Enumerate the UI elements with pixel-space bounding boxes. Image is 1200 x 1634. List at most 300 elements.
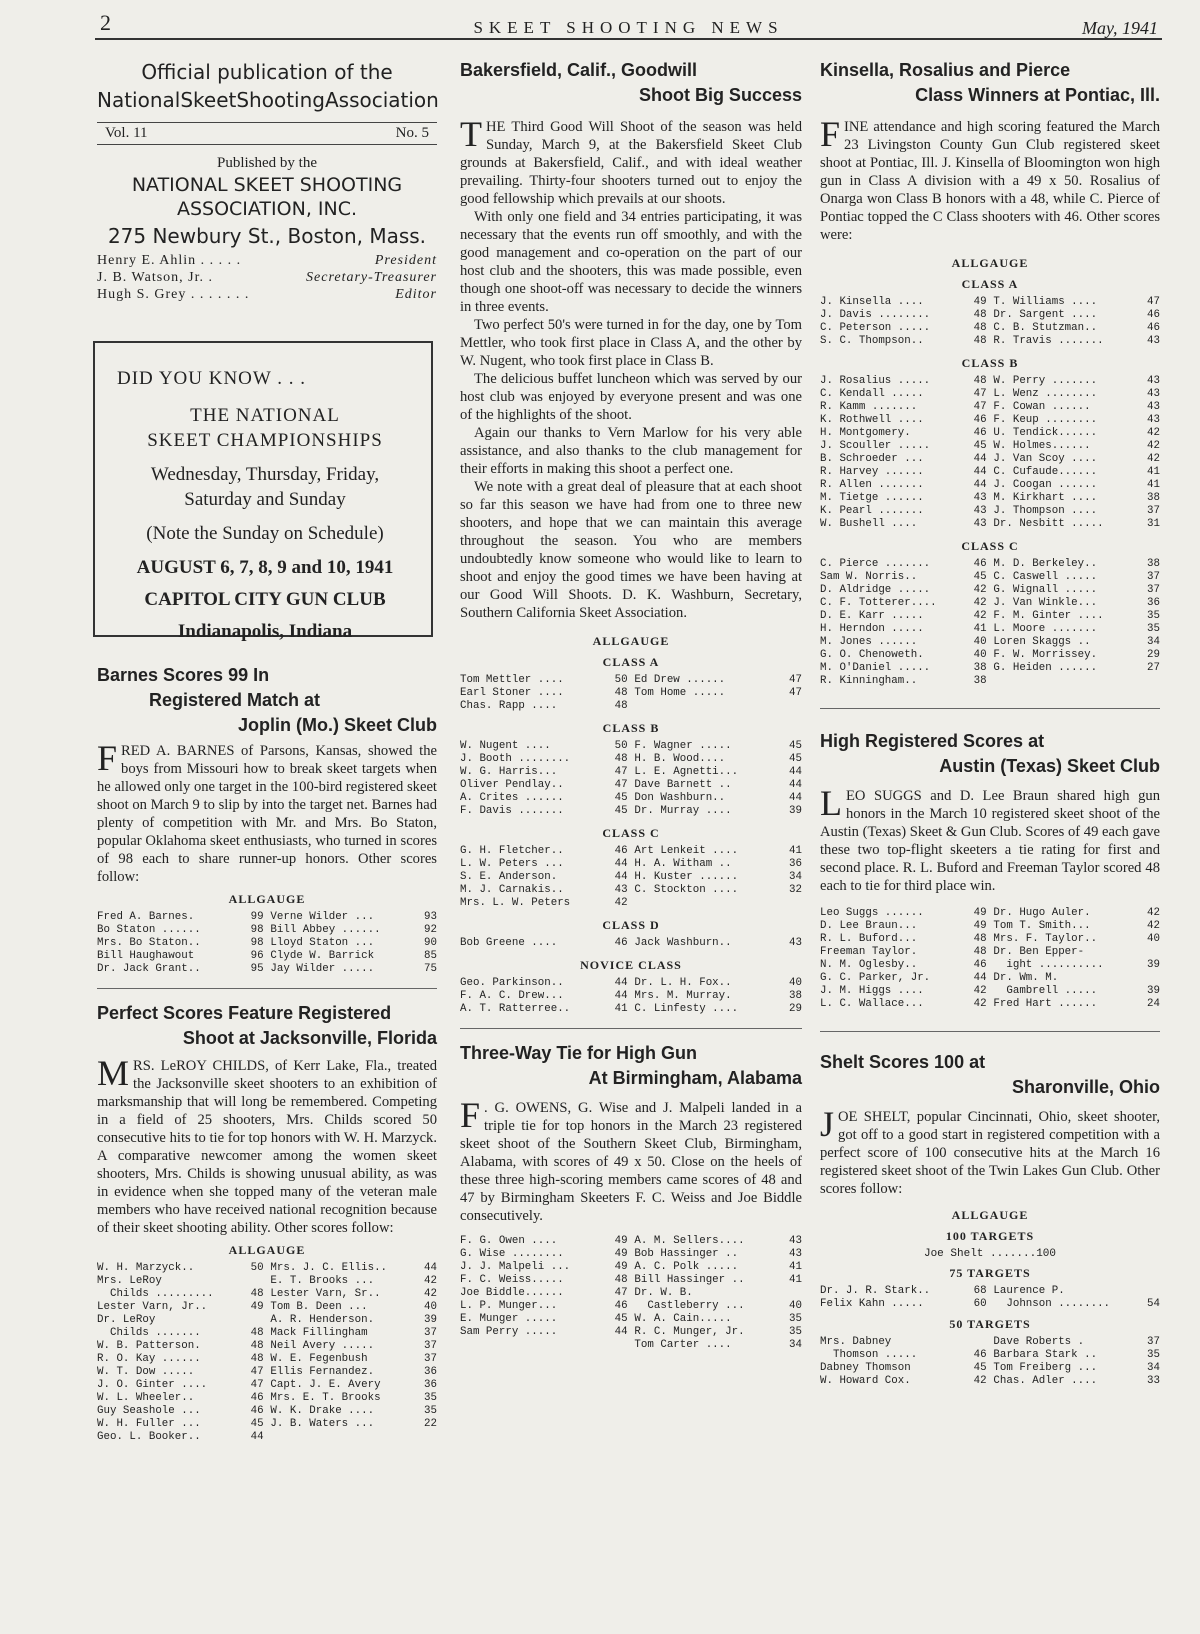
- score-row: [820, 440, 987, 453]
- article-body: FRED A. BARNES of Parsons, Kansas, showed the boys from Missouri how to break skeet targets when he allowed only one target in the 100-bird registered skeet shoot on March 9 to slip by into the target net. Barnes had plenty of competition with Mr. and Mrs. Bo Staton, popular Oklahoma skeet enthusiasts, who turned in scores of 98 each to share runner-up honors. Other scores follow:: [97, 738, 437, 885]
- divider: [97, 988, 437, 989]
- score-table: [820, 1336, 1160, 1388]
- score-row: [270, 1379, 437, 1392]
- shooter-name: J. Coogan ......: [993, 479, 1098, 491]
- score-row: [634, 805, 802, 818]
- shooter-score: 46: [614, 1300, 628, 1312]
- shooter-score: 45: [250, 1418, 264, 1430]
- shooter-score: 48: [614, 753, 628, 765]
- shooter-score: 34: [789, 871, 802, 883]
- score-row: [820, 414, 987, 427]
- score-row: [820, 597, 987, 610]
- score-column: [634, 937, 802, 950]
- shooter-name: Thomson .....: [820, 1349, 918, 1361]
- shooter-name: Sam W. Norris..: [820, 571, 918, 583]
- shooter-name: J. Davis ........: [820, 309, 931, 321]
- score-column: [270, 1262, 437, 1444]
- score-row: [993, 309, 1160, 322]
- score-row: [820, 1285, 987, 1298]
- shooter-score: 37: [1147, 1336, 1160, 1348]
- shooter-name: Dr. W. B.: [634, 1287, 693, 1299]
- score-row: [97, 1353, 264, 1366]
- score-column: [820, 558, 987, 688]
- score-row: [460, 1313, 628, 1326]
- score-row: [97, 1405, 264, 1418]
- org-name-1: NATIONAL SKEET SHOOTING: [131, 174, 403, 196]
- shooter-name: Don Washburn..: [634, 792, 726, 804]
- headline: Three-Way Tie for High Gun At Birmingham, Alabama: [460, 1043, 802, 1088]
- shooter-score: 40: [973, 649, 987, 661]
- shooter-name: Tom Freiberg ...: [993, 1362, 1098, 1374]
- shooter-name: W. B. Patterson.: [97, 1340, 201, 1352]
- shooter-name: F. Cowan ......: [993, 401, 1091, 413]
- box-line-2: THE NATIONAL: [190, 405, 340, 426]
- shooter-score: 37: [1147, 505, 1160, 517]
- score-row: [993, 998, 1160, 1011]
- shooter-score: 44: [614, 871, 628, 883]
- article-shelt: [820, 1050, 1160, 1388]
- shooter-score: 38: [973, 675, 987, 687]
- shooter-name: Dr. Nesbitt .....: [993, 518, 1104, 530]
- shooter-score: 46: [250, 1392, 264, 1404]
- score-row: [820, 401, 987, 414]
- score-row: [993, 623, 1160, 636]
- shooter-name: Tom Mettler ....: [460, 674, 564, 686]
- shooter-score: 46: [973, 959, 987, 971]
- issue-number: No. 5: [395, 125, 429, 141]
- score-column: [634, 740, 802, 818]
- score-row: [820, 375, 987, 388]
- score-row: [993, 1285, 1160, 1298]
- shooter-name: Loren Skaggs ..: [993, 636, 1091, 648]
- score-table: [820, 558, 1160, 688]
- shooter-name: Mrs. M. Murray.: [634, 990, 732, 1002]
- shooter-name: Mrs. Bo Staton..: [97, 937, 201, 949]
- article-body: THE Third Good Will Shoot of the season was held Sunday, March 9, at the Bakersfield Skeet Club grounds at Bakersfield, Calif., and with ideal weather prevailing. Thirty-four shooters turned out to enjoy the good fellowship which prevails at our shoots.: [460, 114, 802, 207]
- shooter-score: 37: [1147, 584, 1160, 596]
- officer-row: [97, 269, 437, 286]
- score-row: [634, 858, 802, 871]
- shooter-name: K. Rothwell ....: [820, 414, 924, 426]
- score-row: [820, 492, 987, 505]
- score-row: [97, 1431, 264, 1444]
- shooter-name: U. Tendick......: [993, 427, 1098, 439]
- shooter-score: 42: [424, 1288, 437, 1300]
- shooter-name: N. M. Oglesby..: [820, 959, 918, 971]
- shooter-name: J. B. Waters ...: [270, 1418, 375, 1430]
- shooter-score: 47: [1147, 296, 1160, 308]
- score-row: [97, 963, 264, 976]
- shooter-score: 45: [973, 571, 987, 583]
- score-row: [634, 740, 802, 753]
- shooter-score: 43: [614, 884, 628, 896]
- drop-cap: M: [97, 1053, 130, 1093]
- score-table: [820, 907, 1160, 1011]
- score-row: [820, 636, 987, 649]
- score-row: [97, 1379, 264, 1392]
- shooter-score: 45: [614, 792, 628, 804]
- score-column: [460, 845, 628, 910]
- shooter-name: W. K. Drake ....: [270, 1405, 375, 1417]
- shooter-score: 49: [614, 1248, 628, 1260]
- score-row: [270, 1327, 437, 1340]
- score-row: [993, 920, 1160, 933]
- officer-role: President: [374, 253, 437, 268]
- score-row: [270, 937, 437, 950]
- shooter-score: 48: [973, 309, 987, 321]
- shooter-score: 35: [1147, 623, 1160, 635]
- score-row: [993, 479, 1160, 492]
- article-bakersfield: [460, 58, 802, 1016]
- score-row: [820, 1298, 987, 1311]
- shooter-name: H. A. Witham ..: [634, 858, 732, 870]
- officer-role: Secretary-Treasurer: [306, 270, 437, 285]
- score-row: [820, 388, 987, 401]
- shooter-name: Mrs. J. C. Ellis..: [270, 1262, 388, 1274]
- score-column: [820, 1285, 987, 1311]
- shooter-score: 34: [1147, 636, 1160, 648]
- shooter-score: 39: [1147, 959, 1160, 971]
- box-line-4: Wednesday, Thursday, Friday,: [150, 464, 380, 485]
- score-row: [460, 858, 628, 871]
- shooter-score: 33: [1147, 1375, 1160, 1387]
- score-row: [270, 1301, 437, 1314]
- shooter-score: 41: [789, 1274, 802, 1286]
- shooter-name: W. Holmes......: [993, 440, 1091, 452]
- shooter-score: 43: [1147, 414, 1160, 426]
- score-row: [97, 1301, 264, 1314]
- score-row: [460, 674, 628, 687]
- shooter-name: Tom B. Deen ...: [270, 1301, 368, 1313]
- masthead-line-1: Official publication of the: [141, 60, 393, 84]
- shooter-name: Childs .........: [97, 1288, 214, 1300]
- score-row: [993, 1298, 1160, 1311]
- score-row: [460, 990, 628, 1003]
- column-1: [97, 58, 437, 1444]
- shooter-name: M. Tietge ......: [820, 492, 924, 504]
- volume: Vol. 11: [105, 125, 148, 141]
- score-row: [460, 1235, 628, 1248]
- shooter-score: 42: [1147, 907, 1160, 919]
- score-row: [634, 871, 802, 884]
- class-title: NOVICE CLASS: [580, 958, 682, 972]
- score-row: [460, 766, 628, 779]
- score-row: [634, 674, 802, 687]
- shooter-name: Leo Suggs ......: [820, 907, 924, 919]
- article-body: FINE attendance and high scoring featured the March 23 Livingston County Gun Club registered skeet shoot at Pontiac, Ill. J. Kinsella of Bloomington won high gun in Class A division with a 49 x 50. Rosalius of Onarga won Class B honors with a 48, while C. Pierce of Pontiac topped the C Class shooters with 46. Other scores were:: [820, 114, 1160, 243]
- shooter-score: 49: [973, 920, 987, 932]
- shooter-name: J. Van Winkle...: [993, 597, 1098, 609]
- score-row: [634, 1300, 802, 1313]
- score-row: [820, 675, 987, 688]
- box-line-9: Indianapolis, Indiana: [177, 621, 353, 642]
- headline: Bakersfield, Calif., Goodwill Shoot Big Success: [460, 60, 802, 105]
- score-row: [460, 740, 628, 753]
- score-row: [460, 1261, 628, 1274]
- score-row: [97, 1327, 264, 1340]
- shooter-score: 47: [973, 401, 987, 413]
- shooter-score: 35: [789, 1326, 802, 1338]
- score-table: [97, 911, 437, 976]
- shooter-score: 45: [973, 1362, 987, 1374]
- score-row: [993, 662, 1160, 675]
- shooter-name: C. F. Totterer....: [820, 597, 937, 609]
- shooter-score: 50: [614, 740, 628, 752]
- shooter-score: 46: [973, 427, 987, 439]
- score-row: [97, 1288, 264, 1301]
- shooter-score: 43: [789, 937, 802, 949]
- score-row: [993, 972, 1160, 985]
- shooter-score: 43: [1147, 401, 1160, 413]
- score-row: [993, 649, 1160, 662]
- score-row: [820, 558, 987, 571]
- shooter-name: G. Wise ........: [460, 1248, 564, 1260]
- shooter-score: 44: [789, 792, 802, 804]
- score-row: [820, 335, 987, 348]
- shooter-score: 29: [789, 1003, 802, 1015]
- score-column: [460, 674, 628, 713]
- score-row: [97, 1340, 264, 1353]
- shooter-score: 45: [614, 1313, 628, 1325]
- shooter-name: Mrs. L. W. Peters: [460, 897, 571, 909]
- score-column: [270, 911, 437, 976]
- shooter-name: E. T. Brooks ...: [270, 1275, 375, 1287]
- score-row: [270, 1275, 437, 1288]
- shooter-name: W. T. Dow .....: [97, 1366, 195, 1378]
- score-row: [97, 937, 264, 950]
- score-row: [993, 558, 1160, 571]
- score-row: [634, 845, 802, 858]
- shooter-name: Mrs. E. T. Brooks: [270, 1392, 381, 1404]
- shooter-name: W. H. Fuller ...: [97, 1418, 201, 1430]
- shooter-score: 36: [789, 858, 802, 870]
- shooter-name: Mack Fillingham: [270, 1327, 368, 1339]
- headline: Shelt Scores 100 at Sharonville, Ohio: [820, 1052, 1160, 1097]
- score-row: [820, 998, 987, 1011]
- divider: [820, 1031, 1160, 1032]
- shooter-score: 37: [1147, 571, 1160, 583]
- score-row: Joe Shelt .......100: [923, 1248, 1057, 1260]
- shooter-name: J. Rosalius .....: [820, 375, 931, 387]
- shooter-name: L. E. Agnetti...: [634, 766, 739, 778]
- shooter-name: Neil Avery .....: [270, 1340, 375, 1352]
- score-column: [993, 907, 1160, 1011]
- score-row: [97, 1275, 264, 1288]
- shooter-score: 48: [973, 335, 987, 347]
- shooter-score: 43: [1147, 375, 1160, 387]
- article-body: JOE SHELT, popular Cincinnati, Ohio, skeet shooter, got off to a good start in registered competition with a perfect score of 100 consecutive hits at the March 16 registered skeet shoot of the Twin Lakes Gun Club. Other scores follow:: [820, 1104, 1160, 1197]
- score-row: [993, 414, 1160, 427]
- shooter-name: Fred Hart ......: [993, 998, 1098, 1010]
- shooter-name: W. Nugent ....: [460, 740, 551, 752]
- shooter-name: Guy Seashole ...: [97, 1405, 201, 1417]
- shooter-score: 39: [789, 805, 802, 817]
- shooter-name: Geo. Parkinson..: [460, 977, 564, 989]
- score-row: [97, 1366, 264, 1379]
- score-row: [820, 907, 987, 920]
- shooter-name: G. O. Chenoweth.: [820, 649, 924, 661]
- score-row: [270, 924, 437, 937]
- shooter-name: R. O. Kay ......: [97, 1353, 201, 1365]
- class-title: CLASS C: [602, 826, 660, 840]
- score-row: [460, 937, 628, 950]
- shooter-name: J. Scouller .....: [820, 440, 931, 452]
- shooter-name: Mrs. Dabney: [820, 1336, 892, 1348]
- shooter-name: C. B. Stutzman..: [993, 322, 1098, 334]
- shooter-name: H. Montgomery.: [820, 427, 911, 439]
- volume-row: [97, 122, 437, 145]
- score-row: [820, 920, 987, 933]
- shooter-name: M. O'Daniel .....: [820, 662, 931, 674]
- shooter-score: 48: [614, 1274, 628, 1286]
- score-row: [820, 1375, 987, 1388]
- score-row: [993, 388, 1160, 401]
- shooter-score: 22: [424, 1418, 437, 1430]
- score-row: [993, 296, 1160, 309]
- article-body: The delicious buffet luncheon which was served by our host club was enjoyed by everyone present and was one of the highlights of the shoot.: [460, 371, 802, 423]
- score-row: [460, 897, 628, 910]
- score-row: [634, 977, 802, 990]
- score-row: [820, 505, 987, 518]
- shooter-name: Bo Staton ......: [97, 924, 201, 936]
- score-row: [993, 453, 1160, 466]
- shooter-score: 37: [424, 1327, 437, 1339]
- drop-cap: F: [97, 738, 118, 778]
- score-row: [634, 766, 802, 779]
- score-row: [460, 845, 628, 858]
- class-title: CLASS B: [961, 356, 1019, 370]
- shooter-name: R. Travis .......: [993, 335, 1104, 347]
- shooter-name: D. Lee Braun...: [820, 920, 918, 932]
- score-row: [820, 479, 987, 492]
- shooter-score: 75: [424, 963, 437, 975]
- shooter-score: 46: [1147, 322, 1160, 334]
- shooter-score: 44: [789, 766, 802, 778]
- shooter-score: 47: [789, 674, 802, 686]
- shooter-name: F. M. Ginter ....: [993, 610, 1104, 622]
- shooter-score: 40: [789, 1300, 802, 1312]
- table-title: 50 TARGETS: [949, 1317, 1031, 1331]
- shooter-score: 40: [789, 977, 802, 989]
- score-row: [993, 1362, 1160, 1375]
- score-row: [820, 972, 987, 985]
- class-tables: [820, 277, 1160, 688]
- shooter-score: 36: [1147, 597, 1160, 609]
- shooter-name: F. Davis .......: [460, 805, 564, 817]
- shooter-name: Oliver Pendlay..: [460, 779, 564, 791]
- shooter-name: A. Crites ......: [460, 792, 564, 804]
- score-row: [634, 1339, 802, 1352]
- score-column: [460, 937, 628, 950]
- shooter-score: 41: [1147, 479, 1160, 491]
- score-row: [820, 662, 987, 675]
- shooter-score: 41: [614, 1003, 628, 1015]
- shooter-name: Dave Barnett ..: [634, 779, 732, 791]
- class-tables: [460, 655, 802, 1016]
- shooter-name: Johnson ........: [993, 1298, 1111, 1310]
- shooter-score: 48: [973, 322, 987, 334]
- shooter-name: Lester Varn, Jr..: [97, 1301, 208, 1313]
- score-row: [460, 753, 628, 766]
- shooter-name: Chas. Adler ....: [993, 1375, 1098, 1387]
- shooter-score: 41: [973, 623, 987, 635]
- score-row: [460, 1003, 628, 1016]
- header-rule: [95, 38, 1162, 40]
- shooter-name: H. B. Wood....: [634, 753, 726, 765]
- shooter-score: 42: [973, 1375, 987, 1387]
- class-title: CLASS C: [961, 539, 1019, 553]
- shooter-score: 96: [250, 950, 264, 962]
- score-table: [460, 674, 802, 713]
- shooter-name: J. M. Higgs ....: [820, 985, 924, 997]
- score-row: [993, 571, 1160, 584]
- masthead-line-2: NationalSkeetShootingAssociation: [97, 88, 439, 112]
- shooter-score: 46: [614, 937, 628, 949]
- score-row: [820, 649, 987, 662]
- shooter-score: 48: [614, 700, 628, 712]
- shooter-score: 43: [789, 1235, 802, 1247]
- officer-name: J. B. Watson, Jr. .: [97, 270, 214, 285]
- box-line-8: CAPITOL CITY GUN CLUB: [144, 589, 386, 610]
- shooter-name: Art Lenkeit ....: [634, 845, 739, 857]
- shooter-score: 44: [973, 972, 987, 984]
- score-column: [97, 911, 264, 976]
- shooter-score: 49: [614, 1261, 628, 1273]
- article-body: LEO SUGGS and D. Lee Braun shared high gun honors in the March 10 registered skeet shoot of the Austin (Texas) Skeet & Gun Club. Scores of 49 each gave these two top-flight skeeters a tie rating for first and second place. R. L. Buford and Freeman Taylor scored 48 each to tie for third place win.: [820, 783, 1160, 894]
- shooter-name: Sam Perry .....: [460, 1326, 558, 1338]
- shooter-name: Mrs. F. Taylor..: [993, 933, 1098, 945]
- shooter-name: G. H. Fletcher..: [460, 845, 564, 857]
- score-row: [993, 1336, 1160, 1349]
- score-row: [270, 1392, 437, 1405]
- shooter-name: A. M. Sellers....: [634, 1235, 745, 1247]
- shooter-score: 45: [614, 805, 628, 817]
- shooter-score: 43: [1147, 335, 1160, 347]
- shooter-name: F. W. Morrissey.: [993, 649, 1098, 661]
- shooter-name: J. Kinsella ....: [820, 296, 924, 308]
- shooter-name: F. A. C. Drew...: [460, 990, 564, 1002]
- drop-cap: F: [820, 114, 841, 154]
- score-row: [270, 1366, 437, 1379]
- shooter-name: Geo. L. Booker..: [97, 1431, 201, 1443]
- score-row: [97, 1418, 264, 1431]
- score-column: [634, 1235, 802, 1352]
- shooter-name: R. Harvey ......: [820, 466, 924, 478]
- shooter-score: 47: [614, 1287, 628, 1299]
- shooter-name: W. G. Harris...: [460, 766, 558, 778]
- shooter-score: 42: [973, 610, 987, 622]
- shooter-name: Dr. Wm. M.: [993, 972, 1059, 984]
- shooter-name: L. W. Peters ...: [460, 858, 564, 870]
- shooter-score: 54: [1147, 1298, 1160, 1310]
- shooter-name: W. E. Fegenbush: [270, 1353, 368, 1365]
- score-row: [820, 623, 987, 636]
- score-table: [820, 296, 1160, 348]
- table-title: ALLGAUGE: [228, 892, 306, 906]
- score-row: [270, 1262, 437, 1275]
- shooter-score: 98: [250, 924, 264, 936]
- table-title: ALLGAUGE: [592, 634, 670, 648]
- shooter-score: 44: [614, 977, 628, 989]
- score-row: [97, 950, 264, 963]
- article-birmingham: [460, 1041, 802, 1352]
- article-body: MRS. LeROY CHILDS, of Kerr Lake, Fla., treated the Jacksonville skeet shooters to an exhibition of marksmanship that will long be remembered. Competing in a field of 25 shooters, Mrs. Childs scored 50 consecutive hits to tie for top honors with W. H. Marzyck. A comparative newcomer among the women skeet shooters, Mrs. Childs is showing unusual ability, as was in evidence when she topped many of the veteran male members who have received national recognition because of their skeet shooting ability. Other scores follow:: [97, 1053, 437, 1236]
- score-row: [993, 597, 1160, 610]
- score-row: [820, 296, 987, 309]
- score-row: [993, 1375, 1160, 1388]
- score-row: [460, 687, 628, 700]
- shooter-name: C. Pierce .......: [820, 558, 931, 570]
